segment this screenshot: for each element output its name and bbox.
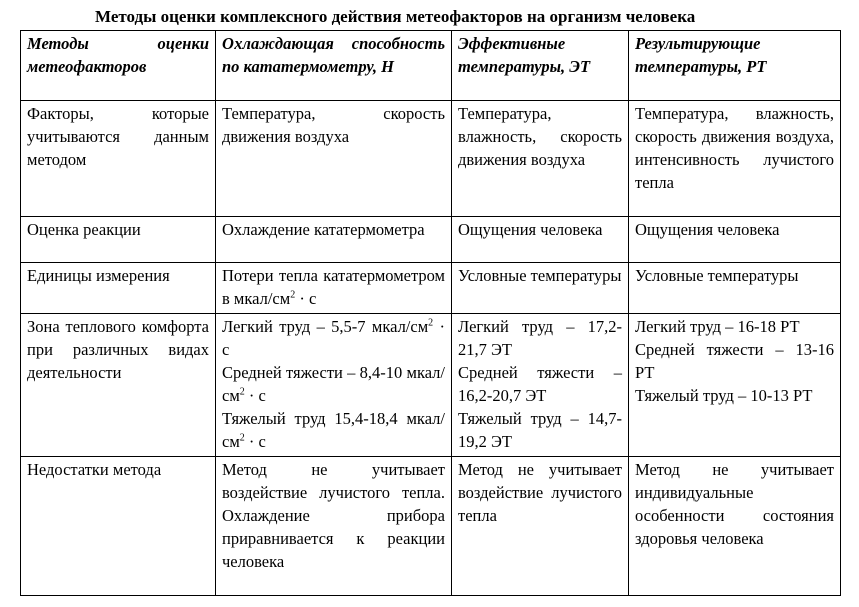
row-label-reaction: Оценка реакции xyxy=(21,217,216,263)
rt-heavy-work: Тяжелый труд – 10-13 РТ xyxy=(635,386,813,405)
cell-h-units xyxy=(216,263,452,314)
table-row xyxy=(21,457,841,596)
header-methods: Методы оценки метеофакторов xyxy=(21,31,216,101)
cell-et-reaction: Ощущения человека xyxy=(452,217,629,263)
cell-h-factors: Температура, скорость движения воздуха xyxy=(216,101,452,217)
unit-text: Потери тепла кататермометром в мкал/$см^2 \cdot с$ xyxy=(222,266,445,308)
rt-light-work: Легкий труд – 16-18 РТ xyxy=(635,317,800,336)
cell-h-drawbacks: Метод не учитывает воздействие лучистого тепла. Охлаждение прибора приравнивается к реакции человека xyxy=(216,457,452,596)
et-medium-work: Средней тяжести – 16,2-20,7 ЭТ xyxy=(458,363,622,405)
row-label-drawbacks: Недостатки метода xyxy=(21,457,216,596)
cell-rt-units: Условные температуры xyxy=(629,263,841,314)
row-label-units: Единицы измерения xyxy=(21,263,216,314)
header-effective-temperature: Эффективные температуры, ЭТ xyxy=(452,31,629,101)
cell-rt-comfort-zone xyxy=(629,314,841,457)
rt-medium-work: Средней тяжести – 13-16 РТ xyxy=(635,340,834,382)
row-label-comfort-zone: Зона теплового комфорта при различных видах деятельности xyxy=(21,314,216,457)
cell-rt-drawbacks: Метод не учитывает индивидуальные особенности состояния здоровья человека xyxy=(629,457,841,596)
cell-h-reaction: Охлаждение кататермометра xyxy=(216,217,452,263)
et-heavy-work: Тяжелый труд – 14,7-19,2 ЭТ xyxy=(458,409,622,451)
cell-rt-reaction: Ощущения человека xyxy=(629,217,841,263)
row-label-factors: Факторы, которые учитываются данным методом xyxy=(21,101,216,217)
cell-et-units: Условные температуры xyxy=(452,263,629,314)
table-row xyxy=(21,217,841,263)
methods-table xyxy=(20,30,841,596)
table-title: Методы оценки комплексного действия метеофакторов на организм человека xyxy=(95,7,696,26)
cell-et-comfort-zone xyxy=(452,314,629,457)
h-heavy-work: Тяжелый труд 15,4-18,4 мкал/$см^2 \cdot с$ xyxy=(222,409,445,451)
table-row xyxy=(21,263,841,314)
header-katathermometer: Охлаждающая способность по кататермометру, Н xyxy=(216,31,452,101)
h-medium-work: Средней тяжести – 8,4-10 мкал/$см^2 \cdot с$ xyxy=(222,363,445,405)
h-light-work: Легкий труд – 5,5-7 мкал/$см^2 \cdot с$ xyxy=(222,317,445,359)
header-row xyxy=(21,31,841,101)
cell-et-drawbacks: Метод не учитывает воздействие лучистого тепла xyxy=(452,457,629,596)
cell-rt-factors: Температура, влажность, скорость движения воздуха, интенсивность лучистого тепла xyxy=(629,101,841,217)
cell-h-comfort-zone xyxy=(216,314,452,457)
header-resulting-temperature: Результирующие температуры, РТ xyxy=(629,31,841,101)
et-light-work: Легкий труд – 17,2-21,7 ЭТ xyxy=(458,317,622,359)
cell-et-factors: Температура, влажность, скорость движения воздуха xyxy=(452,101,629,217)
table-row xyxy=(21,314,841,457)
table-row xyxy=(21,101,841,217)
